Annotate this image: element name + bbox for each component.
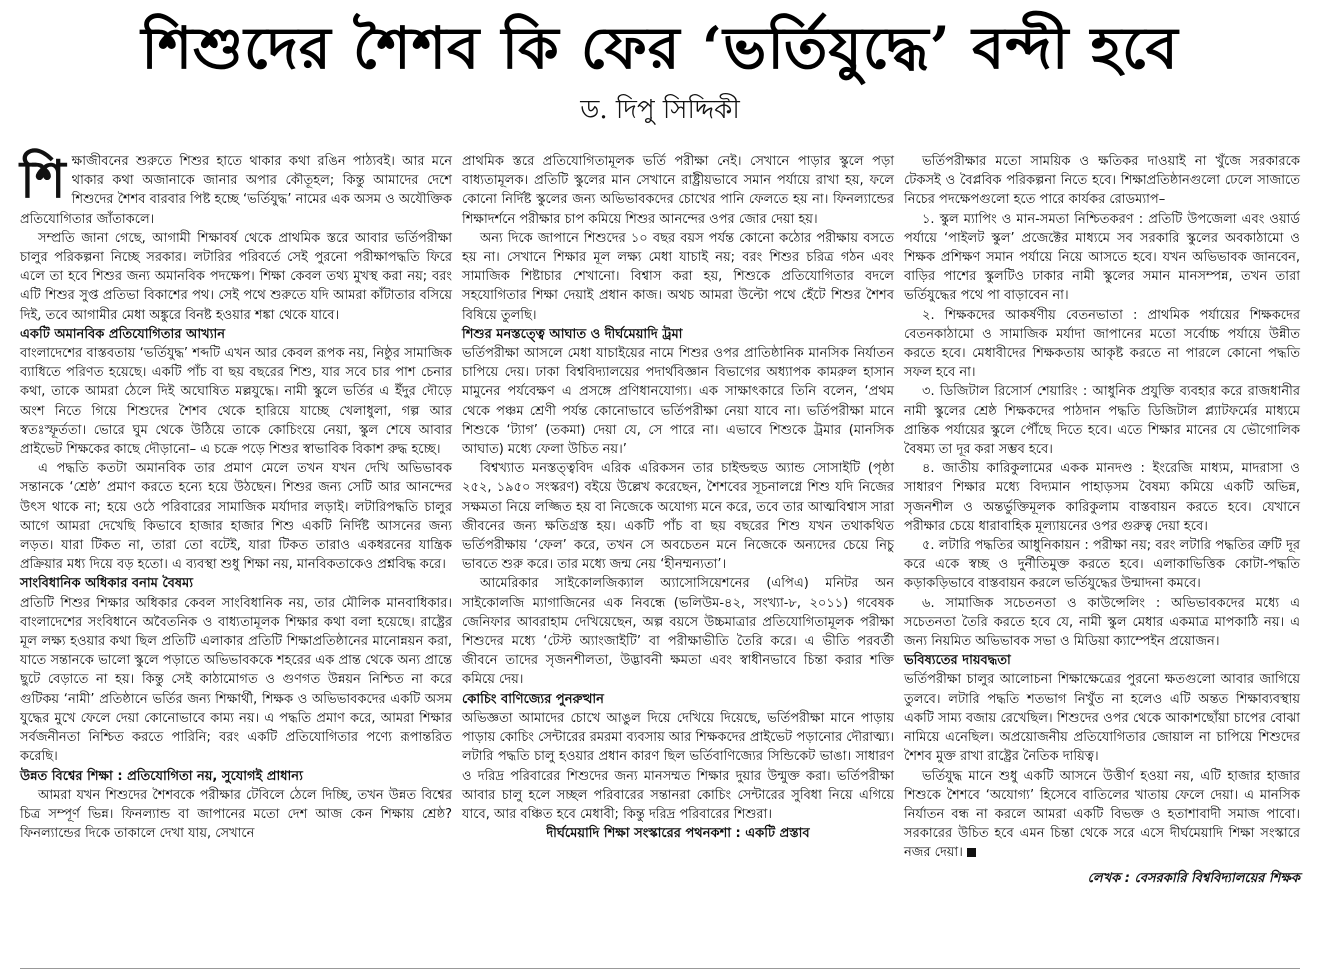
paragraph: ৪. জাতীয় কারিকুলামের একক মানদণ্ড : ইংরেজি মাধ্যম, মাদরাসা ও সাধারণ শিক্ষার মধ্যে বিদ্যমান পাহাড়সম বৈষম্য কমিয়ে একটি অভিন্ন, সৃজনশীল ও অন্তর্ভুক্তিমূলক কারিকুলাম বাস্তবায়ন করতে হবে। যেখানে পরীক্ষার চেয়ে ধারাবাহিক মূল্যায়নের ওপর গুরুত্ব দেয়া হবে।	[904, 461, 1300, 534]
paragraph: বিশ্বখ্যাত মনস্তত্ত্ববিদ এরিক এরিকসন তার চাইল্ডহুড অ্যান্ড সোসাইটি (পৃষ্ঠা ২৫২, ১৯৫০ সংস্করণ) বইয়ে উল্লেখ করেছেন, শৈশবের সূচনালগ্নে শিশু যদি নিজের সক্ষমতা নিয়ে লজ্জিত হয় বা নিজেকে অযোগ্য মনে করে, তবে তার আত্মবিশ্বাস সারা জীবনের জন্য ক্ষতিগ্রস্ত হয়। একটি পাঁচ বা ছয় বছরের শিশু যখন তথাকথিত ভর্তিপরীক্ষায় ‘ফেল’ করে, তখন সে অবচেতন মনে নিজেকে অন্যদের চেয়ে নিচু ভাবতে শুরু করে। তার মধ্যে জন্ম নেয় ‘হীনম্মন্যতা’।	[462, 461, 894, 573]
paragraph: সম্প্রতি জানা গেছে, আগামী শিক্ষাবর্ষ থেকে প্রাথমিক স্তরে আবার ভর্তিপরীক্ষা চালুর পরিকল্পনা নিচ্ছে সরকার। লটারির পরিবর্তে সেই পুরনো পরীক্ষাপদ্ধতি ফিরে এলে তা হবে শিশুর জন্য অমানবিক পদক্ষেপ। শিক্ষা কেবল তথ্য মুখস্থ করা নয়; বরং এটি শিশুর সুপ্ত প্রতিভা বিকাশের পথ। সেই পথে শুরুতে যদি আমরা কাঁটাতার বসিয়ে দিই, তবে আগামীর মেধা অঙ্কুরে বিনষ্ট হওয়ার শঙ্কা থেকে যাবে।	[20, 230, 452, 323]
paragraph: ৬. সামাজিক সচেতনতা ও কাউন্সেলিং : অভিভাবকদের মধ্যে এ সচেতনতা তৈরি করতে হবে যে, নামী স্কুল মেধার একমাত্র মাপকাঠি নয়। এ জন্য নিয়মিত অভিভাবক সভা ও মিডিয়া ক্যাম্পেইন প্রয়োজন।	[904, 595, 1300, 650]
paragraph: ভর্তিপরীক্ষার মতো সাময়িক ও ক্ষতিকর দাওয়াই না খুঁজে সরকারকে টেকসই ও বৈপ্লবিক পরিকল্পনা নিতে হবে। শিক্ষাপ্রতিষ্ঠানগুলো ঢেলে সাজাতে নিচের পদক্ষেপগুলো হতে পারে কার্যকর রোডম্যাপ–	[904, 154, 1300, 208]
column-1	[20, 149, 452, 843]
paragraph: অন্য দিকে জাপানে শিশুদের ১০ বছর বয়স পর্যন্ত কোনো কঠোর পরীক্ষায় বসতে হয় না। সেখানে শিক্ষার মূল লক্ষ্য মেধা যাচাই নয়; বরং শিশুর চরিত্র গঠন এবং সামাজিক শিষ্টাচার শেখানো। বিশ্বাস করা হয়, শিশুকে প্রতিযোগিতার বদলে সহযোগিতার শিক্ষা দেয়াই প্রধান কাজ। অথচ আমরা উল্টো পথে হেঁটে শিশুর শৈশব বিষিয়ে তুলছি।	[462, 230, 894, 323]
paragraph: ভর্তিপরীক্ষা আসলে মেধা যাচাইয়ের নামে শিশুর ওপর প্রাতিষ্ঠানিক মানসিক নির্যাতন চাপিয়ে দেয়। ঢাকা বিশ্ববিদ্যালয়ের পদার্থবিজ্ঞান বিভাগের অধ্যাপক কামরুল হাসান মামুনের পর্যবেক্ষণ এ প্রসঙ্গে প্রণিধানযোগ্য। এক সাক্ষাৎকারে তিনি বলেন, ‘প্রথম থেকে পঞ্চম শ্রেণী পর্যন্ত কোনোভাবে ভর্তিপরীক্ষা নেয়া যাবে না। ভর্তিপরীক্ষা মানে শিশুকে ‘ট্যাগ’ (তকমা) দেয়া যে, সে পারে না। এভাবে শিশুকে ট্রমার (মানসিক আঘাত) মধ্যে ফেলা উচিত নয়।’	[462, 346, 894, 458]
paragraph: ৫. লটারি পদ্ধতির আধুনিকায়ন : পরীক্ষা নয়; বরং লটারি পদ্ধতির ত্রুটি দূর করে একে স্বচ্ছ ও দুর্নীতিমুক্ত করতে হবে। এলাকাভিত্তিক কোটা-পদ্ধতি কড়াকড়িভাবে বাস্তবায়ন করলে ভর্তিযুদ্ধের উন্মাদনা কমবে।	[904, 538, 1300, 592]
paragraph-text: ভর্তিযুদ্ধ মানে শুধু একটি আসনে উত্তীর্ণ হওয়া নয়, এটি হাজার হাজার শিশুকে শৈশবে ‘অযোগ্য’ হিসেবে বাতিলের খাতায় ফেলে দেয়া। এ মানসিক নির্যাতন বন্ধ না করলে আমরা একটি বিভক্ত ও হতাশাবাদী সমাজ পাবো। সরকারের উচিত হবে এমন চিন্তা থেকে সরে এসে দীর্ঘমেয়াদি শিক্ষা সংস্কারে নজর দেয়া।	[904, 768, 1300, 861]
section-heading: ভবিষ্যতের দায়বদ্ধতা	[904, 653, 1011, 669]
byline: ড. দিপু সিদ্দিকী	[580, 95, 740, 125]
paragraph	[20, 149, 452, 229]
section-heading: দীর্ঘমেয়াদি শিক্ষা সংস্কারের পথনকশা : একটি প্রস্তাব	[546, 826, 810, 842]
column-3	[904, 152, 1300, 888]
paragraph: বাংলাদেশের বাস্তবতায় ‘ভর্তিযুদ্ধ’ শব্দটি এখন আর কেবল রূপক নয়, নিষ্ঠুর সামাজিক ব্যাধিতে পরিণত হয়েছে। একটি পাঁচ বা ছয় বছরের শিশু, যার সবে চার পাশ চেনার কথা, তাকে আমরা ঠেলে দিই অঘোষিত মল্লযুদ্ধে। নামী স্কুলে ভর্তির এ ইঁদুর দৌড়ে অংশ নিতে গিয়ে শিশুদের শৈশব থেকে হারিয়ে যাচ্ছে খেলাধুলা, গল্প আর স্বতঃস্ফূর্ততা। ভোরে ঘুম থেকে উঠিয়ে তাকে কোচিংয়ে নেয়া, স্কুল শেষে আবার প্রাইভেট শিক্ষকের কাছে দৌড়ানো– এ চক্রে পড়ে শিশুর স্বাভাবিক বিকাশ রুদ্ধ হচ্ছে।	[20, 346, 452, 458]
paragraph: ৩. ডিজিটাল রিসোর্স শেয়ারিং : আধুনিক প্রযুক্তি ব্যবহার করে রাজধানীর নামী স্কুলের শ্রেষ্ঠ শিক্ষকদের পাঠদান পদ্ধতি ডিজিটাল প্ল্যাটফর্মের মাধ্যমে প্রান্তিক পর্যায়ের স্কুলে পৌঁছে দিতে হবে। এতে শিক্ষার মানের যে ভৌগোলিক বৈষম্য তা দূর করা সম্ভব হবে।	[904, 384, 1300, 458]
headline: শিশুদের শৈশব কি ফের ‘ভর্তিযুদ্ধে’ বন্দী হবে	[141, 14, 1179, 82]
paragraph: অভিজ্ঞতা আমাদের চোখে আঙুল দিয়ে দেখিয়ে দিয়েছে, ভর্তিপরীক্ষা মানে পাড়ায় পাড়ায় কোচিং সেন্টারের রমরমা ব্যবসায় আর শিক্ষকদের প্রাইভেট পড়ানোর দৌরাত্ম্য। লটারি পদ্ধতি চালু হওয়ার প্রধান কারণ ছিল ভর্তিবাণিজ্যের সিন্ডিকেট ভাঙা। সাধারণ ও দরিদ্র পরিবারের শিশুদের জন্য মানসম্মত শিক্ষার দুয়ার উন্মুক্ত করা। ভর্তিপরীক্ষা আবার চালু হলে সচ্ছল পরিবারের সন্তানরা কোচিং সেন্টারের সুবিধা নিয়ে এগিয়ে যাবে, আর বঞ্চিত হবে মেধাবী; কিন্তু দরিদ্র পরিবারের শিশুরা।	[462, 710, 894, 822]
column-2	[462, 152, 894, 843]
section-heading: সাংবিধানিক অধিকার বনাম বৈষম্য	[20, 576, 194, 592]
section-heading: কোচিং বাণিজ্যের পুনরুত্থান	[462, 691, 604, 707]
paragraph: প্রাথমিক স্তরে প্রতিযোগিতামূলক ভর্তি পরীক্ষা নেই। সেখানে পাড়ার স্কুলে পড়া বাধ্যতামূলক। প্রতিটি স্কুলের মান সেখানে রাষ্ট্রীয়ভাবে সমান পর্যায়ে রাখা হয়, ফলে কোনো নির্দিষ্ট স্কুলের জন্য অভিভাবকদের চোখের পানি ফেলতে হয় না। ফিনল্যান্ডের শিক্ষাদর্শনে পরীক্ষার চাপ কমিয়ে শিশুর আনন্দের ওপর জোর দেয়া হয়।	[462, 154, 894, 227]
author-note: লেখক : বেসরকারি বিশ্ববিদ্যালয়ের শিক্ষক	[1087, 870, 1300, 886]
paragraph: ১. স্কুল ম্যাপিং ও মান-সমতা নিশ্চিতকরণ : প্রতিটি উপজেলা এবং ওয়ার্ড পর্যায়ে ‘পাইলট স্কুল’ প্রজেক্টের মাধ্যমে সব সরকারি স্কুলের অবকাঠামো ও শিক্ষক প্রশিক্ষণ সমান পর্যায়ে নিয়ে আসতে হবে। যখন অভিভাবক জানবেন, বাড়ির পাশের স্কুলটিও ঢাকার নামী স্কুলের সমান মানসম্পন্ন, তখন তারা ভর্তিযুদ্ধের পথে পা বাড়াবেন না।	[904, 211, 1300, 304]
paragraph: ২. শিক্ষকদের আকর্ষণীয় বেতনভাতা : প্রাথমিক পর্যায়ের শিক্ষকদের বেতনকাঠামো ও সামাজিক মর্যাদা জাপানের মতো সর্বোচ্চ পর্যায়ে উন্নীত করতে হবে। মেধাবীদের শিক্ষকতায় আকৃষ্ট করতে না পারলে কোনো পদ্ধতি সফল হবে না।	[904, 307, 1300, 381]
bottom-rule	[20, 968, 1300, 969]
paragraph: প্রতিটি শিশুর শিক্ষার অধিকার কেবল সাংবিধানিক নয়, তার মৌলিক মানবাধিকার। বাংলাদেশের সংবিধানে অবৈতনিক ও বাধ্যতামূলক শিক্ষার কথা বলা হয়েছে। রাষ্ট্রের মূল লক্ষ্য হওয়ার কথা ছিল প্রতিটি এলাকার প্রতিটি শিক্ষাপ্রতিষ্ঠানের মানোন্নয়ন করা, যাতে সন্তানকে ভালো স্কুলে পড়াতে অভিভাবককে শহরের এক প্রান্ত থেকে অন্য প্রান্তে ছুটে বেড়াতে না হয়। কিন্তু সেই কাঠামোগত ও গুণগত উন্নয়ন নিশ্চিত না করে গুটিকয় ‘নামী’ প্রতিষ্ঠানে ভর্তির জন্য শিক্ষার্থী, শিক্ষক ও অভিভাবকদের একটি অসম যুদ্ধের মুখে ফেলে দেয়া কোনোভাবে কাম্য নয়। এ পদ্ধতি প্রমাণ করে, আমরা শিক্ষার সর্বজনীনতা নিশ্চিত করতে পারিনি; বরং একটি প্রতিযোগিতার পণ্যে রূপান্তরিত করেছি।	[20, 595, 452, 765]
paragraph-text: ক্ষাজীবনের শুরুতে শিশুর হাতে থাকার কথা রঙিন পাঠ্যবই। আর মনে থাকার কথা অজানাকে জানার অপার কৌতূহল; কিন্তু আমাদের দেশে শিশুদের শৈশব বারবার পিষ্ট হচ্ছে ‘ভর্তিযুদ্ধ’ নামের এক অসম ও অযৌক্তিক প্রতিযোগিতার জাঁতাকলে।	[20, 154, 452, 227]
section-heading: উন্নত বিশ্বের শিক্ষা : প্রতিযোগিতা নয়, সুযোগই প্রাধান্য	[20, 768, 303, 784]
end-mark-icon	[967, 848, 976, 857]
drop-cap: শি	[20, 149, 66, 210]
section-heading: শিশুর মনস্তত্ত্বে আঘাত ও দীর্ঘমেয়াদি ট্রমা	[462, 326, 683, 342]
section-heading: একটি অমানবিক প্রতিযোগিতার আখ্যান	[20, 326, 225, 342]
paragraph: এ পদ্ধতি কতটা অমানবিক তার প্রমাণ মেলে তখন যখন দেখি অভিভাবক সন্তানকে ‘শ্রেষ্ঠ’ প্রমাণ করতে হন্যে হয়ে উঠছেন। শিশুর জন্য সেটি আর আনন্দের উৎস থাকে না; হয়ে ওঠে পরিবারের সামাজিক মর্যাদার লড়াই। লটারিপদ্ধতি চালুর আগে আমরা দেখেছি কিভাবে হাজার হাজার শিশু একটি নির্দিষ্ট আসনের জন্য লড়ত। যারা টিকত না, তারা তো বটেই, যারা টিকত তারাও একধরনের যান্ত্রিক প্রক্রিয়ার মধ্য দিয়ে বড় হতো। এ ব্যবস্থা শুধু শিক্ষা নয়, মানবিকতাকেও প্রশ্নবিদ্ধ করে।	[20, 461, 452, 573]
paragraph	[904, 767, 1300, 863]
paragraph: আমেরিকার সাইকোলজিক্যাল অ্যাসোসিয়েশনের (এপিএ) মনিটর অন সাইকোলজি ম্যাগাজিনের এক নিবন্ধে (ভলিউম-৪২, সংখ্যা-৮, ২০১১) গবেষক জেনিফার আবরাহাম দেখিয়েছেন, অল্প বয়সে উচ্চমাত্রার প্রতিযোগিতামূলক পরীক্ষা শিশুদের মধ্যে ‘টেস্ট অ্যাংজাইটি’ বা পরীক্ষাভীতি তৈরি করে। এ ভীতি পরবর্তী জীবনে তাদের সৃজনশীলতা, উদ্ভাবনী ক্ষমতা এবং স্বাধীনভাবে চিন্তা করার শক্তি কমিয়ে দেয়।	[462, 576, 894, 688]
paragraph: আমরা যখন শিশুদের শৈশবকে পরীক্ষার টেবিলে ঠেলে দিচ্ছি, তখন উন্নত বিশ্বের চিত্র সম্পূর্ণ ভিন্ন। ফিনল্যান্ড বা জাপানের মতো দেশ আজ কেন শিক্ষায় শ্রেষ্ঠ? ফিনল্যান্ডের দিকে তাকালে দেখা যায়, সেখানে	[20, 787, 452, 842]
paragraph: ভর্তিপরীক্ষা চালুর আলোচনা শিক্ষাক্ষেত্রের পুরনো ক্ষতগুলো আবার জাগিয়ে তুলবে। লটারি পদ্ধতি শতভাগ নিখুঁত না হলেও এটি অন্তত শিক্ষাব্যবস্থায় একটি সাম্য বজায় রেখেছিল। শিশুদের ওপর থেকে আকাশছোঁয়া চাপের বোঝা নামিয়ে এনেছিল। অপ্রয়োজনীয় প্রতিযোগিতার জোয়াল না চাপিয়ে শিশুদের শৈশব মুক্ত রাখা রাষ্ট্রের নৈতিক দায়িত্ব।	[904, 672, 1300, 765]
